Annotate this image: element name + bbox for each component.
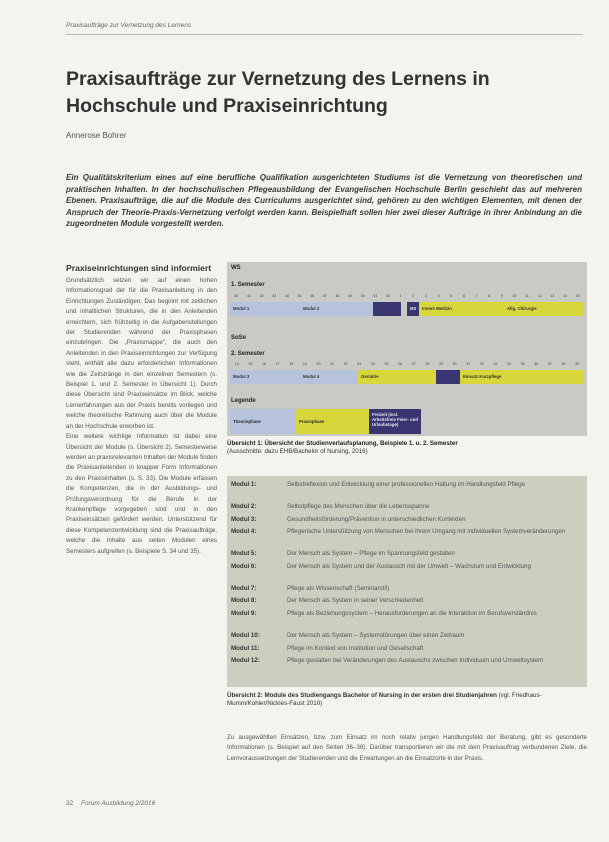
module-row	[227, 515, 587, 524]
legend-item: Theoriephase	[230, 409, 296, 434]
module-row	[227, 609, 587, 628]
semester-2-label: 2. Semester	[231, 351, 265, 357]
module-number: Modul 2:	[231, 503, 257, 510]
page-number: 32	[66, 800, 74, 807]
page-footer	[66, 800, 155, 807]
phase-bar: Modul 4	[300, 370, 358, 384]
caption-1-title: Übersicht 1: Übersicht der Studienverlaufsplanung, Beispiele 1. u. 2. Semester	[227, 440, 458, 447]
week-number: 30	[452, 362, 457, 366]
journal-name: Forum Ausbildung 2/2016	[81, 800, 156, 807]
caption-1	[227, 440, 587, 456]
week-number: 35	[520, 362, 525, 366]
module-number: Modul 11:	[231, 644, 260, 652]
module-number: Modul 5:	[231, 550, 257, 558]
phase-bar: Modul 1	[230, 302, 300, 316]
author: Annerose Bohrer	[66, 131, 127, 140]
module-table	[227, 476, 587, 687]
module-number: Modul 4:	[231, 528, 257, 536]
week-number: 12	[537, 294, 542, 298]
article-title: Praxisaufträge zur Vernetzung des Lernens in Hochschule und Praxiseinrichtung	[66, 68, 490, 117]
module-row	[227, 596, 587, 605]
week-number: 18	[289, 362, 294, 366]
week-number: 27	[411, 362, 416, 366]
module-description: Der Mensch als System – Systemstörungen über einen Zeitraum	[287, 632, 465, 639]
sose-label: SoSe	[231, 335, 247, 341]
week-number: 29	[438, 362, 443, 366]
module-row	[227, 631, 587, 640]
week-number: 14	[234, 362, 239, 366]
phase-bar: Modul 2	[300, 302, 373, 316]
week-number: 32	[479, 362, 484, 366]
semester-1-label: 1. Semester	[231, 282, 265, 288]
lead-paragraph: Ein Qualitätskriterium eines auf eine berufliche Qualifikation ausgerichteten Studiums ist die Vernetzung von theoretischen und praktischen Inhalten. In der hochschulischen Pflegeausbildung der Evangelischen Hochschule Berlin geschieht das auf mehreren Ebenen. Praxisaufträge, die auf die Module des Curriculums ausgerichtet sind, gehören zu den wichtigen Elementen, mit denen der Anspruch der Theorie-Praxis-Vernetzung verfolgt werden kann. Beispielhaft sollen hier zwei dieser Aufträge in ihrer Anbindung an die zugeordneten Module vorgestellt werden.	[66, 173, 582, 229]
week-number: 15	[248, 362, 253, 366]
week-number: 14	[562, 294, 567, 298]
module-description: Pflegerische Unterstützung von Menschen bei ihrem Umgang mit individuellen Systemveränderungen	[287, 528, 566, 536]
week-number: 24	[370, 362, 375, 366]
week-number: 42	[259, 294, 264, 298]
week-number: 15	[575, 294, 580, 298]
week-number: 38	[561, 362, 566, 366]
phase-bar	[436, 370, 460, 384]
week-number: 50	[360, 294, 365, 298]
legend-item: Praxisphase	[296, 409, 369, 434]
week-number: 36	[534, 362, 539, 366]
phase-bar: M3	[407, 302, 419, 316]
module-number: Modul 10:	[231, 632, 260, 639]
week-number: 25	[384, 362, 389, 366]
module-row	[227, 549, 587, 558]
week-number: 5	[450, 294, 453, 298]
week-number: 19	[302, 362, 307, 366]
phase-bar: Geriatrie	[358, 370, 436, 384]
figure-study-plan	[227, 262, 587, 436]
module-description: Der Mensch als System und der Austausch mit der Umwelt – Wachstum und Entwicklung	[287, 562, 531, 570]
legend-item: Freizeit (incl. Arbeitsfreie Feier- und Urlaubstage)	[369, 409, 421, 434]
week-number: 39	[575, 362, 580, 366]
caption-1-source: (Ausschnitte: dazu EHB/Bachelor of Nursing, 2016)	[227, 448, 368, 455]
week-number: 21	[330, 362, 335, 366]
week-number: 44	[284, 294, 289, 298]
caption-2-title: Übersicht 2: Module des Studiengangs Bachelor of Nursing in der ersten drei Studienjahren	[227, 692, 497, 699]
caption-2-source: (vgl. Friedhaus-Mumm/Kohler/Nickles-Faust 2010)	[227, 692, 542, 707]
week-number: 2	[412, 294, 415, 298]
module-number: Modul 9:	[231, 610, 257, 617]
week-number: 13	[550, 294, 555, 298]
week-number: 11	[525, 294, 529, 298]
week-number: 23	[357, 362, 362, 366]
week-number: 31	[466, 362, 471, 366]
week-number: 7	[475, 294, 478, 298]
week-number: 49	[348, 294, 353, 298]
body-paragraph-right: Zu ausgewählten Einsätzen, bzw. zum Einsatz im noch relativ jungen Handlungsfeld der Beratung, gibt es gesonderte Informationen (s. Beispiel auf den Seiten 36–38). Darüber transportieren wir die mit dem Praxisauftrag verbundenen Ziele, die Lernvoraussetzungen der Studierenden und die Erwartungen an die Einsatzorte in der Praxis.	[227, 734, 587, 762]
week-number: 6	[462, 294, 465, 298]
week-number: 8	[488, 294, 491, 298]
module-number: Modul 12:	[231, 657, 260, 665]
legend-label: Legende	[231, 398, 256, 404]
header-rule	[66, 34, 583, 35]
module-row	[227, 562, 587, 581]
week-number: 22	[343, 362, 348, 366]
module-description: Pflege als Wissenschaft (Seminarstil)	[287, 584, 390, 592]
module-number: Modul 1:	[231, 481, 257, 488]
module-row	[227, 644, 587, 653]
week-number: 16	[262, 362, 267, 366]
ws-label: WS	[231, 265, 241, 271]
week-number: 3	[424, 294, 427, 298]
phase-bar	[373, 302, 401, 316]
week-number: 47	[322, 294, 327, 298]
module-description: Selbstreflexion und Entwicklung einer professionellen Haltung im Handlungsfeld Pflege	[287, 481, 526, 488]
module-row	[227, 527, 587, 546]
module-row	[227, 502, 587, 511]
week-numbers-2	[230, 361, 584, 367]
module-description: Pflege gestalten bei Veränderungen des Austauschs zwischen Individuum und Umweltsystem	[287, 657, 544, 665]
week-number: 1	[399, 294, 402, 298]
module-description: Gesundheitsförderung/Prävention in unterschiedlichen Kontexten	[287, 515, 466, 523]
week-number: 45	[297, 294, 302, 298]
week-number: 20	[316, 362, 321, 366]
week-number: 43	[272, 294, 277, 298]
module-description: Pflege im Kontext von Institution und Gesellschaft	[287, 644, 424, 652]
section-heading: Praxiseinrichtungen sind informiert	[66, 263, 212, 273]
week-number: 34	[506, 362, 511, 366]
body-paragraph: Grundsätzlich setzen wir auf einen hohen Informationsgrad der für die Praxisanleitung in den Einrichtungen Zuständigen. Das beginnt mit zeitlichen und inhaltlichen Strukturen, die in den Anleitenden erreichtern, sich frühzeitig in die Aufgabenstellungen der Studierenden während der Praxisphasen einzubringen. Die „Praxismappe“, die auch den Anleitenden in den Praxiseinrichtungen zur Verfügung steht, enthält alle dazu erforderlichen Informationen wie die Zeitstränge in den einzelnen Semestern (s. Beispiel 1. und 2. Semester in Übersicht 1). Durch diese Übersicht sind Praxiseinsätze im Blick, welche Lernerfahrungen aus der Praxis bereits vorliegen und welche theoretische Rahmung auch über die Module an der Hochschule erworben ist.	[66, 277, 217, 430]
week-number: 51	[373, 294, 378, 298]
week-number: 41	[246, 294, 251, 298]
module-description: Selbstpflege des Menschen über die Lebensspanne	[287, 503, 430, 510]
week-number: 4	[437, 294, 440, 298]
phase-bar: Innere Medizin	[419, 302, 504, 316]
week-number: 46	[310, 294, 315, 298]
body-paragraph: Eine weitere wichtige Information ist dabei eine Übersicht der Module (s. Übersicht 2). Semesterweise werden an praxisrelevanten Inhalten der Module finden die Praxisanleitenden in knapper Form Informationen zu den Praxisinhalten (s. S. 33). Die Module erfassen die Kompetenzen, die in der Ausbildungs- und Prüfungsverordnung für die Berufe in der Krankenpflege vorgegeben sind und in den Praxiseinsätzen gefördert werden. Unterstützend für diese Kompetenzentwicklung sind die Praxisaufträge, welche die Inhalte aus seiten Modulen eines Semesters aufgreifen (s. Beispiele S. 34 und 35).	[66, 433, 218, 555]
module-number: Modul 8:	[231, 597, 257, 605]
phase-bar: Einsatz Kurzpflege	[460, 370, 584, 384]
module-row	[227, 656, 587, 675]
week-number: 40	[234, 294, 239, 298]
week-number: 17	[275, 362, 280, 366]
left-column	[66, 263, 217, 557]
week-number: 26	[398, 362, 403, 366]
module-number: Modul 7:	[231, 584, 257, 592]
module-row	[227, 584, 587, 593]
module-description: Der Mensch als System in seiner Verschiedenheit	[287, 597, 424, 605]
week-number: 9	[500, 294, 503, 298]
running-head: Praxisaufträge zur Vernetzung des Lernens	[66, 22, 192, 29]
module-number: Modul 3:	[231, 515, 257, 523]
week-number: 10	[512, 294, 517, 298]
phase-bar: Allg. Chirurgie	[504, 302, 584, 316]
module-description: Pflege als Beziehungssystem – Herausforderungen an die Interaktion im Berufsverständnis	[287, 610, 537, 617]
week-number: 48	[335, 294, 340, 298]
week-number: 33	[493, 362, 498, 366]
module-row	[227, 480, 587, 499]
week-number: 52	[386, 294, 390, 298]
module-description: Der Mensch als System – Pflege im Spannungsfeld gestalten	[287, 550, 455, 558]
caption-2	[227, 692, 587, 708]
week-numbers-1	[230, 293, 584, 299]
phase-bar: Modul 3	[230, 370, 300, 384]
week-number: 37	[547, 362, 552, 366]
week-number: 28	[425, 362, 430, 366]
module-number: Modul 6:	[231, 562, 257, 570]
